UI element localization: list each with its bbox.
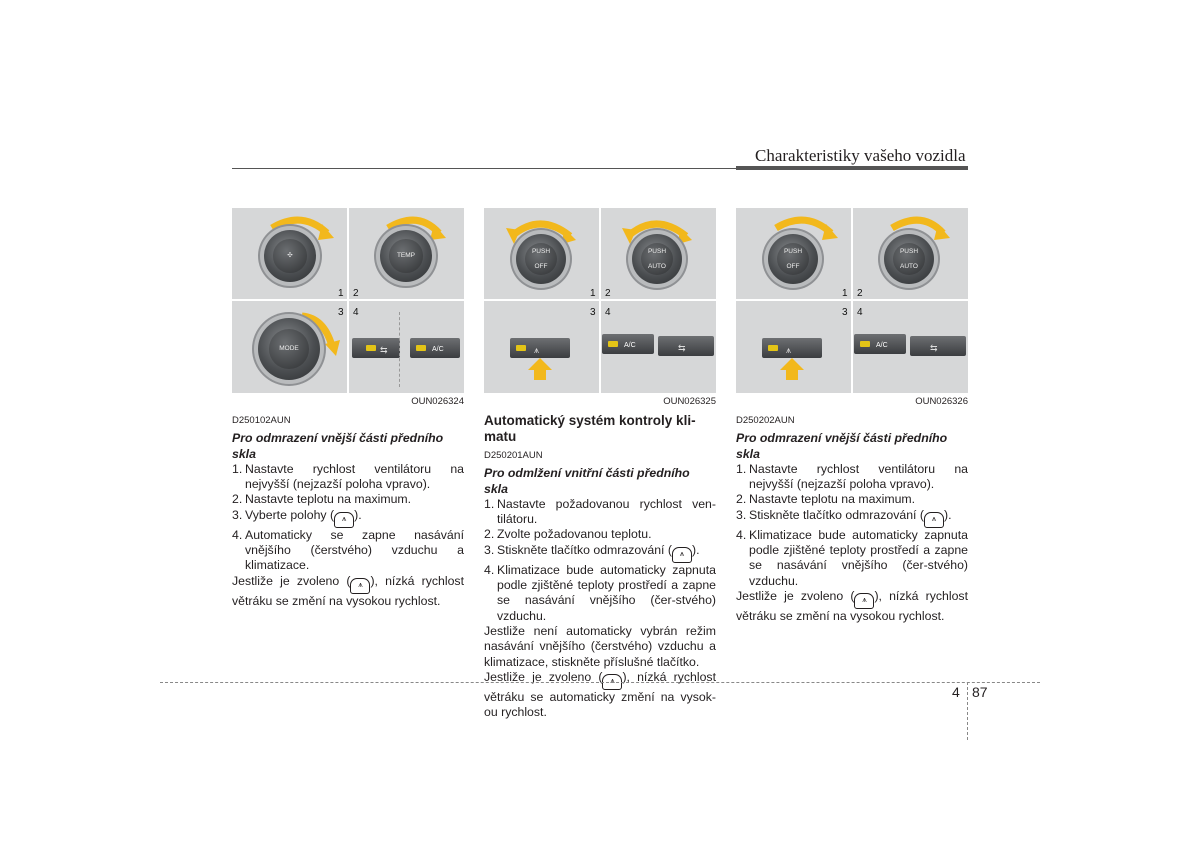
car-recirc-icon: ⇆ bbox=[380, 345, 388, 355]
divider bbox=[399, 312, 400, 387]
note: Jestliže není automaticky vybrán režim nasávání vnějšího (čerstvého) vzduchu a klimatizace, stiskněte příslušné tlačítko. bbox=[484, 623, 716, 669]
page-number: 87 bbox=[972, 684, 988, 700]
temp-knob[interactable]: TEMP bbox=[380, 230, 432, 282]
subtitle: Pro odmrazení vnější části předního skla bbox=[736, 431, 948, 461]
list-item: 4. Automaticky se zapne nasávání vnějšího (čerstvého) vzduchu a klimatizace. bbox=[232, 527, 464, 573]
column-2 bbox=[484, 208, 716, 720]
section-code: D250202AUN bbox=[736, 415, 795, 426]
front-defrost-icon: ⩚ bbox=[334, 512, 354, 528]
mode-knob[interactable]: MODE bbox=[258, 318, 320, 380]
rotation-arrow-icon bbox=[484, 208, 716, 393]
figure-3: PUSH OFF PUSH AUTO 1 2 3 4 ⩚ A/C ⇆ OUN026326 bbox=[736, 208, 968, 393]
list-item: 1. Nastavte rychlost ventilátoru na nejvyšší (nejzazší poloha vpravo). bbox=[736, 461, 968, 492]
footer-rule bbox=[160, 682, 1040, 683]
note: Jestliže je zvoleno ( ⩚ ), nízká rychlost větráku se změní na vysokou rychlost. bbox=[232, 573, 464, 608]
ac-button[interactable]: A/C bbox=[854, 334, 906, 354]
list-item: 3. Stiskněte tlačítko odmrazování ( ⩚ ). bbox=[736, 508, 968, 528]
front-defrost-icon: ⩚ bbox=[534, 345, 540, 355]
front-defrost-icon: ⩚ bbox=[786, 345, 792, 355]
note: Jestliže je zvoleno ( ⩚ ), nízká rychlost větráku se automaticky změní na vysok-ou rychlost. bbox=[484, 669, 716, 720]
list-item: 1. Nastavte požadovanou rychlost ven-tilátoru. bbox=[484, 496, 716, 527]
steps-list bbox=[484, 497, 716, 624]
car-recirc-icon: ⇆ bbox=[678, 343, 686, 353]
list-item: 3. Stiskněte tlačítko odmrazování ( ⩚ ). bbox=[484, 543, 716, 563]
rotation-arrow-icon bbox=[736, 208, 968, 393]
defrost-button[interactable] bbox=[510, 338, 570, 358]
front-defrost-icon: ⩚ bbox=[854, 593, 874, 609]
fan-speed-knob[interactable]: PUSH OFF bbox=[516, 234, 566, 284]
section-code: D250201AUN bbox=[484, 450, 543, 461]
subtitle: Pro odmrazení vnější části předního skla bbox=[232, 431, 444, 461]
list-item: 2. Nastavte teplotu na maximum. bbox=[736, 492, 916, 507]
list-item: 2. Nastavte teplotu na maximum. bbox=[232, 492, 412, 507]
figure-code: OUN026325 bbox=[663, 395, 716, 407]
column-1 bbox=[232, 208, 464, 609]
page-header: Charakteristiky vašeho vozidla bbox=[755, 146, 966, 165]
recirculation-button[interactable] bbox=[352, 338, 400, 358]
front-defrost-icon: ⩚ bbox=[602, 674, 622, 690]
list-item: 2. Zvolte požadovanou teplotu. bbox=[484, 527, 652, 542]
ac-button[interactable]: A/C bbox=[602, 334, 654, 354]
list-item: 3. Vyberte polohy ( ⩚ ). bbox=[232, 508, 464, 528]
temp-knob[interactable]: PUSH AUTO bbox=[884, 234, 934, 284]
defrost-button[interactable] bbox=[762, 338, 822, 358]
steps-list bbox=[232, 462, 464, 574]
front-defrost-icon: ⩚ bbox=[672, 547, 692, 563]
press-arrow-icon bbox=[780, 358, 804, 380]
footer-divider bbox=[967, 682, 968, 740]
car-recirc-icon: ⇆ bbox=[930, 343, 938, 353]
fan-icon: ✣ bbox=[287, 252, 293, 260]
temp-knob[interactable]: PUSH AUTO bbox=[632, 234, 682, 284]
fan-speed-knob[interactable]: PUSH OFF bbox=[768, 234, 818, 284]
note: Jestliže je zvoleno ( ⩚ ), nízká rychlost větráku se změní na vysokou rychlost. bbox=[736, 588, 968, 623]
list-item: 4. Klimatizace bude automaticky zapnuta podle zjištěné teploty prostředí a zapne se nasávání vnějšího (čer-stvého) vzduchu. bbox=[484, 562, 716, 623]
figure-code: OUN026326 bbox=[915, 395, 968, 407]
fan-speed-knob[interactable] bbox=[264, 230, 316, 282]
press-arrow-icon bbox=[528, 358, 552, 380]
figure-code: OUN026324 bbox=[411, 395, 464, 407]
header-rule-accent bbox=[736, 166, 968, 170]
figure-2: PUSH OFF PUSH AUTO 1 2 3 4 ⩚ A/C ⇆ OUN026325 bbox=[484, 208, 716, 393]
section-code: D250102AUN bbox=[232, 415, 291, 426]
recirculation-button[interactable] bbox=[910, 336, 966, 356]
front-defrost-icon: ⩚ bbox=[350, 578, 370, 594]
section-number: 4 bbox=[952, 684, 960, 700]
front-defrost-icon: ⩚ bbox=[924, 512, 944, 528]
section-heading: Automatický systém kontroly kli-matu bbox=[484, 413, 696, 444]
recirculation-button[interactable] bbox=[658, 336, 714, 356]
column-3 bbox=[736, 208, 968, 624]
figure-1: ✣ TEMP MODE 1 2 3 4 ⇆ A/C OUN026324 bbox=[232, 208, 464, 393]
list-item: 4. Klimatizace bude automaticky zapnuta podle zjištěné teploty prostředí a zapne se nasávání vnějšího (čer-stvého) vzduchu. bbox=[736, 527, 968, 588]
list-item: 1. Nastavte rychlost ventilátoru na nejvyšší (nejzazší poloha vpravo). bbox=[232, 461, 464, 492]
steps-list bbox=[736, 462, 968, 589]
subtitle: Pro odmlžení vnitřní části předního skla bbox=[484, 466, 690, 496]
ac-button[interactable]: A/C bbox=[410, 338, 460, 358]
